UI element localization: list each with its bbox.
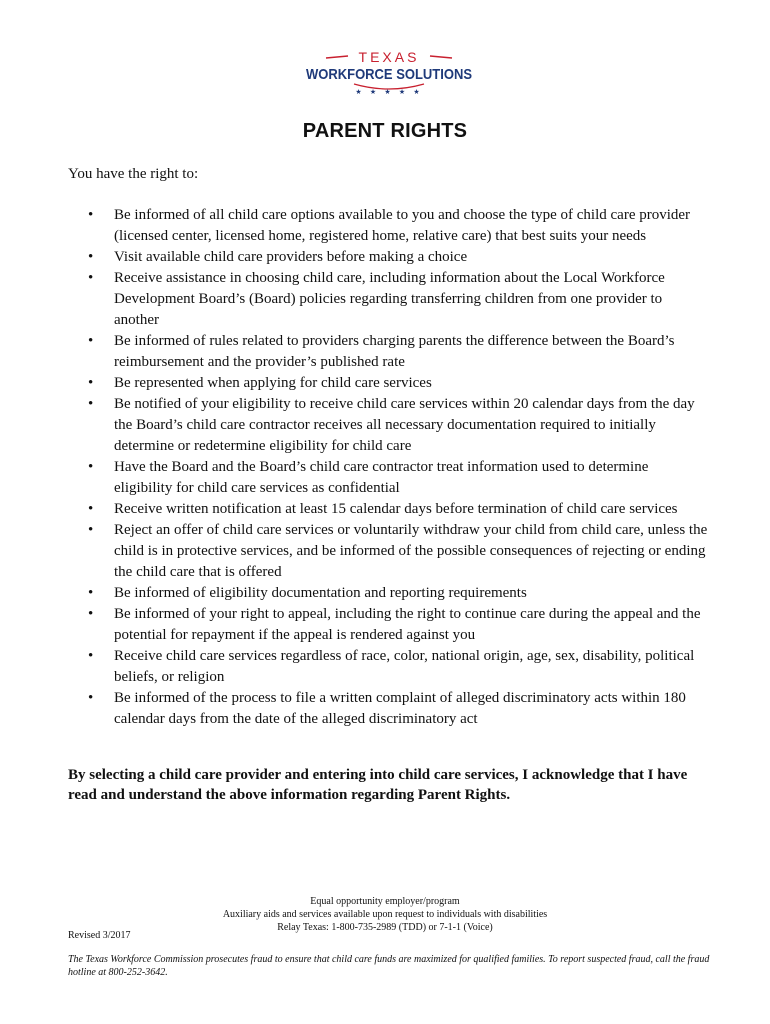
list-item — [68, 520, 708, 583]
bullet-icon: • — [88, 501, 94, 517]
list-item — [68, 331, 708, 373]
list-item — [68, 604, 708, 646]
bullet-icon: • — [88, 522, 94, 538]
list-item — [68, 688, 708, 730]
acknowledgement-text: By selecting a child care provider and entering into child care services, I acknowledge that I have read and understand the above information regarding Parent Rights. — [68, 767, 688, 803]
footer-line-1: Equal opportunity employer/program — [310, 896, 460, 907]
bullet-icon: • — [88, 396, 94, 412]
right-text: Be informed of rules related to providers charging parents the difference between the Board’s reimbursement and the provider’s published rate — [114, 333, 675, 370]
bullet-icon: • — [88, 249, 94, 265]
right-text: Be notified of your eligibility to receive child care services within 20 calendar days from the day the Board’s child care contractor receives all necessary documentation required to initially determine or redetermine eligibility for child care — [114, 396, 695, 454]
right-text: Be informed of the process to file a written complaint of alleged discriminatory acts within 180 calendar days from the date of the alleged discriminatory act — [114, 690, 686, 727]
right-text: Be represented when applying for child care services — [114, 375, 432, 391]
bullet-icon: • — [88, 648, 94, 664]
logo-stars: ★ ★ ★ ★ ★ — [355, 88, 423, 96]
rights-list — [68, 205, 708, 730]
bullet-icon: • — [88, 375, 94, 391]
list-item — [68, 373, 708, 394]
bullet-icon: • — [88, 270, 94, 286]
footer-line-3: Relay Texas: 1-800-735-2989 (TDD) or 7-1-1 (Voice) — [277, 922, 493, 933]
right-text: Be informed of eligibility documentation and reporting requirements — [114, 585, 527, 601]
revised-date: Revised 3/2017 — [68, 930, 131, 941]
fraud-notice: The Texas Workforce Commission prosecutes fraud to ensure that child care funds are maximized for qualified families. To report suspected fraud, call the fraud hotline at 800-252-3642. — [68, 954, 710, 978]
page-title: PARENT RIGHTS — [302, 120, 468, 142]
logo-main-text: WORKFORCE SOLUTIONS — [306, 66, 472, 83]
bullet-icon: • — [88, 333, 94, 349]
bullet-icon: • — [88, 690, 94, 706]
right-text: Receive assistance in choosing child care, including information about the Local Workforce Development Board’s (Board) policies regarding transferring children from one provider to another — [114, 270, 665, 328]
bullet-icon: • — [88, 585, 94, 601]
bullet-icon: • — [88, 207, 94, 223]
intro-text: You have the right to: — [68, 166, 199, 182]
list-item — [68, 583, 708, 604]
list-item — [68, 646, 708, 688]
list-item — [68, 457, 708, 499]
logo-top-text: TEXAS — [358, 49, 420, 65]
right-text: Reject an offer of child care services or voluntarily withdraw your child from child care, unless the child is in protective services, and be informed of the possible consequences of rejecting or ending the child care that is offered — [114, 522, 708, 580]
right-text: Receive written notification at least 15 calendar days before termination of child care services — [114, 501, 678, 517]
list-item — [68, 499, 708, 520]
list-item — [68, 394, 708, 457]
bullet-icon: • — [88, 459, 94, 475]
list-item — [68, 247, 708, 268]
right-text: Visit available child care providers before making a choice — [114, 249, 468, 265]
right-text: Be informed of all child care options available to you and choose the type of child care provider (licensed center, licensed home, registered home, relative care) that best suits your needs — [114, 207, 691, 244]
right-text: Be informed of your right to appeal, including the right to continue care during the appeal and the potential for repayment if the appeal is rendered against you — [114, 606, 701, 643]
texas-workforce-solutions-logo — [302, 46, 476, 102]
list-item — [68, 205, 708, 247]
right-text: Receive child care services regardless of race, color, national origin, age, sex, disability, political beliefs, or religion — [114, 648, 695, 685]
footer-line-2: Auxiliary aids and services available upon request to individuals with disabilities — [222, 909, 548, 920]
list-item — [68, 268, 708, 331]
bullet-icon: • — [88, 606, 94, 622]
right-text: Have the Board and the Board’s child care contractor treat information used to determine eligibility for child care services as confidential — [114, 459, 649, 496]
footer-notice — [0, 895, 770, 934]
